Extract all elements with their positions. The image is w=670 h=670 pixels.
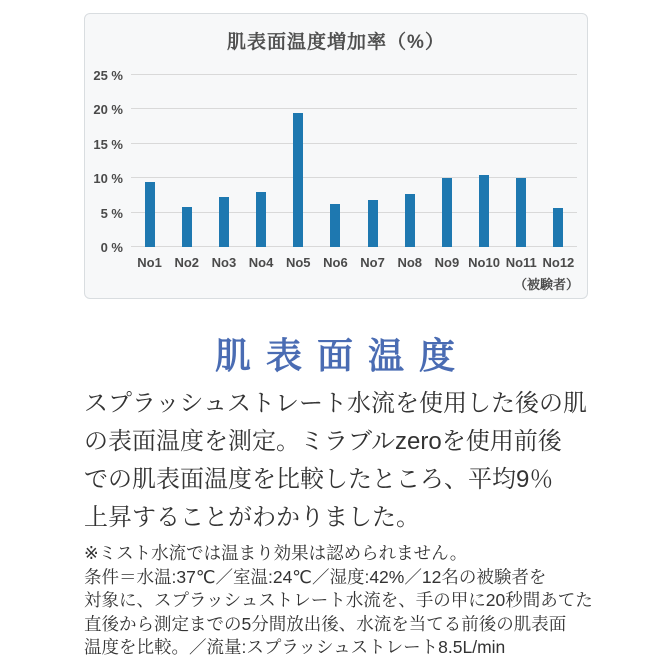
y-tick-label: 10 %: [93, 171, 123, 187]
x-tick-label: No5: [285, 255, 311, 270]
footnote-line: 温度を比較。／流量:スプラッシュストレート8.5L/min: [84, 637, 506, 657]
x-axis-unit-label: （被験者）: [513, 277, 579, 292]
bar-cell: [131, 75, 168, 270]
body-line: 上昇することがわかりました。: [84, 504, 420, 531]
body-line: スプラッシュストレート水流を使用した後の肌: [84, 390, 588, 417]
bar: [442, 178, 452, 247]
bar: [405, 194, 415, 247]
body-line: での肌表面温度を比較したところ、平均9％: [84, 466, 554, 493]
bar-cell: [354, 75, 391, 270]
bar: [219, 197, 229, 247]
bar-cell: [466, 75, 503, 270]
x-tick-label: No2: [174, 255, 200, 270]
bar-cell: [317, 75, 354, 270]
x-tick-label: No11: [505, 255, 537, 270]
x-tick-label: No9: [434, 255, 460, 270]
bar-cell: [205, 75, 242, 270]
x-tick-label: No12: [542, 255, 575, 270]
x-tick-label: No1: [137, 255, 162, 270]
bar: [256, 192, 266, 247]
y-tick-label: 5 %: [100, 205, 123, 221]
body-text: [84, 385, 596, 537]
body-line: の表面温度を測定。ミラブルzeroを使用前後: [84, 428, 562, 455]
bar: [182, 207, 192, 247]
y-tick-label: 25 %: [93, 68, 123, 83]
bar-cell: [540, 75, 577, 270]
chart-title: 肌表面温度増加率（%）: [227, 32, 445, 53]
bar: [479, 175, 489, 247]
x-tick-label: No4: [248, 255, 274, 270]
footnote-line: 条件＝水温:37℃／室温:24℃／湿度:42%／12名の被験者を: [84, 566, 547, 587]
y-tick-label: 0 %: [100, 240, 123, 255]
x-tick-label: No6: [323, 255, 348, 270]
y-tick-label: 15 %: [93, 136, 123, 152]
bar-cell: [503, 75, 540, 270]
chart-card: [84, 13, 588, 299]
bar: [368, 200, 378, 247]
section-heading: 肌表面温度: [214, 335, 470, 376]
footnote-line: 対象に、スプラッシュストレート水流を、手の甲に20秒間あてた: [84, 590, 593, 610]
bar: [516, 178, 526, 247]
x-tick-label: No7: [360, 255, 385, 270]
footnote-line: ※ミスト水流では温まり効果は認められません。: [84, 543, 468, 563]
x-tick-label: No3: [211, 255, 237, 270]
bar-cell: [280, 75, 317, 270]
y-tick-label: 20 %: [93, 102, 123, 118]
bar: [293, 113, 303, 247]
x-tick-label: No10: [468, 255, 500, 270]
bar-cell: [168, 75, 205, 270]
bar: [553, 208, 563, 247]
bar-cell: [391, 75, 428, 270]
bar: [145, 182, 155, 247]
bar: [330, 204, 340, 247]
x-tick-label: No8: [397, 255, 423, 270]
footnote-text: [84, 542, 600, 660]
bar-cell: [428, 75, 465, 270]
bar-cell: [243, 75, 280, 270]
bar-plot: [93, 68, 577, 270]
footnote-line: 直後から測定までの5分間放出後、水流を当てる前後の肌表面: [84, 613, 567, 634]
